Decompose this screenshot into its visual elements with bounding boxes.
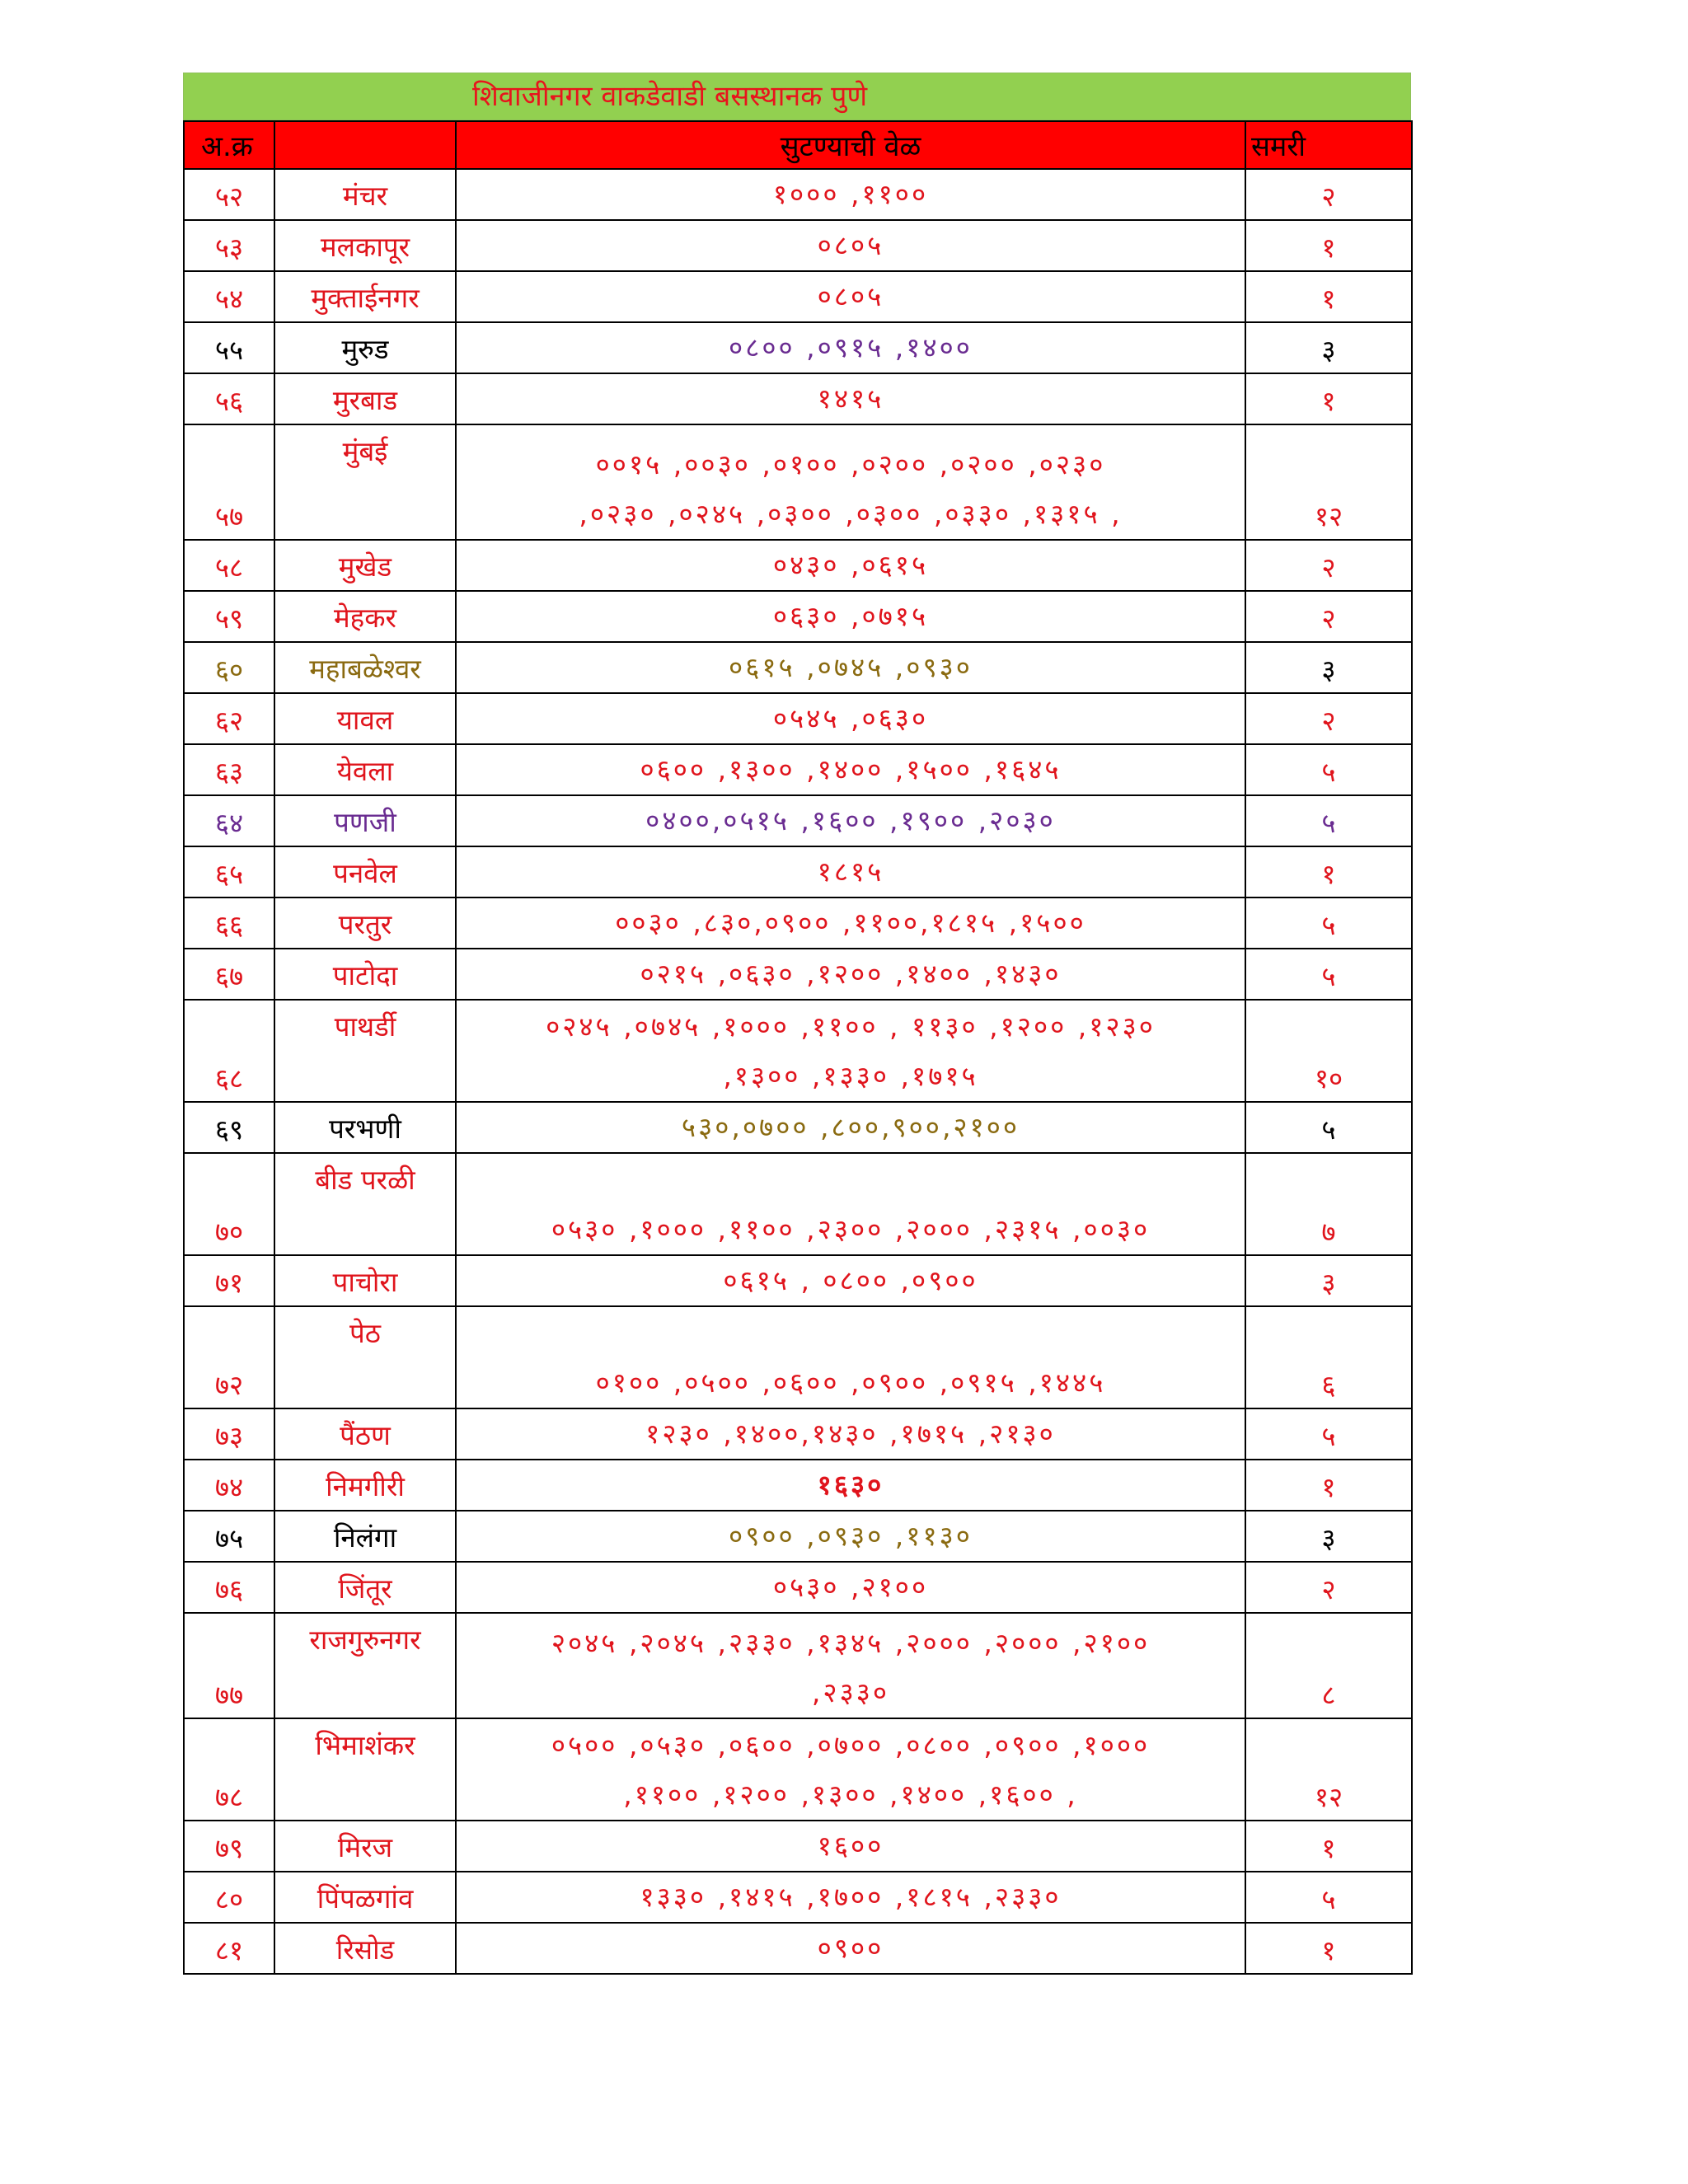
trip-count: १ [1245, 271, 1412, 322]
departure-times: १३३० ,१४१५ ,१७०० ,१८१५ ,२३३० [456, 1872, 1245, 1923]
table-row [184, 1000, 1412, 1102]
destination: जिंतूर [274, 1562, 456, 1613]
trip-count: ८ [1245, 1613, 1412, 1718]
serial-no: ७४ [184, 1460, 274, 1511]
table-row [184, 744, 1412, 795]
destination: यावल [274, 693, 456, 744]
departure-times: ०९०० [456, 1923, 1245, 1974]
destination: पाचोरा [274, 1255, 456, 1306]
departure-times: १६०० [456, 1821, 1245, 1872]
table-row [184, 271, 1412, 322]
trip-count: ३ [1245, 322, 1412, 373]
header-serial-no: अ.क्र [184, 121, 274, 169]
serial-no: ६८ [184, 1000, 274, 1102]
departure-times: १२३० ,१४००,१४३० ,१७१५ ,२१३० [456, 1408, 1245, 1460]
destination: मुक्ताईनगर [274, 271, 456, 322]
trip-count: ३ [1245, 642, 1412, 693]
serial-no: ७३ [184, 1408, 274, 1460]
serial-no: ५७ [184, 424, 274, 540]
destination: निमगीरी [274, 1460, 456, 1511]
destination: पनवेल [274, 846, 456, 898]
table-row [184, 1460, 1412, 1511]
table-row [184, 1821, 1412, 1872]
table-row [184, 220, 1412, 271]
destination: भिमाशंकर [274, 1718, 456, 1821]
trip-count: २ [1245, 693, 1412, 744]
departure-times-line-2: ,१३०० ,१३३० ,१७१५ [723, 1060, 978, 1092]
departure-times: ०२१५ ,०६३० ,१२०० ,१४०० ,१४३० [456, 949, 1245, 1000]
serial-no: ६३ [184, 744, 274, 795]
timetable [183, 120, 1413, 1975]
trip-count: २ [1245, 540, 1412, 591]
trip-count: २ [1245, 1562, 1412, 1613]
serial-no: ५८ [184, 540, 274, 591]
destination: निलंगा [274, 1511, 456, 1562]
table-row [184, 1872, 1412, 1923]
departure-times-line-2: ,२३३० [811, 1676, 890, 1708]
departure-times-line-2: ,०२३० ,०२४५ ,०३०० ,०३०० ,०३३० ,१३१५ , [579, 498, 1123, 530]
table-row [184, 540, 1412, 591]
table-row [184, 424, 1412, 540]
serial-no: ८१ [184, 1923, 274, 1974]
departure-times: ०८०५ [456, 220, 1245, 271]
trip-count: ५ [1245, 1102, 1412, 1153]
trip-count: ७ [1245, 1153, 1412, 1255]
destination: मुखेड [274, 540, 456, 591]
destination: परभणी [274, 1102, 456, 1153]
destination: परतुर [274, 898, 456, 949]
page-title: शिवाजीनगर वाकडेवाडी बसस्थानक पुणे [472, 80, 868, 113]
serial-no: ६० [184, 642, 274, 693]
table-row [184, 373, 1412, 424]
departure-times [456, 424, 1245, 540]
trip-count: १२ [1245, 1718, 1412, 1821]
title-bar [183, 73, 1411, 120]
departure-times: ०६१५ ,०७४५ ,०९३० [456, 642, 1245, 693]
destination: येवला [274, 744, 456, 795]
departure-times: ५३०,०७०० ,८००,९००,२१०० [456, 1102, 1245, 1153]
destination: मुंबई [274, 424, 456, 540]
departure-times: ०४३० ,०६१५ [456, 540, 1245, 591]
table-row [184, 846, 1412, 898]
serial-no: ७७ [184, 1613, 274, 1718]
serial-no: ५२ [184, 169, 274, 220]
departure-times: ०८०५ [456, 271, 1245, 322]
departure-times: ०६३० ,०७१५ [456, 591, 1245, 642]
departure-times: ०६०० ,१३०० ,१४०० ,१५०० ,१६४५ [456, 744, 1245, 795]
departure-times: ०५४५ ,०६३० [456, 693, 1245, 744]
table-row [184, 949, 1412, 1000]
trip-count: १ [1245, 1460, 1412, 1511]
departure-times-line-1: २०४५ ,२०४५ ,२३३० ,१३४५ ,२००० ,२००० ,२१०० [551, 1627, 1151, 1659]
destination: मुरुड [274, 322, 456, 373]
serial-no: ५९ [184, 591, 274, 642]
destination: पेठ [274, 1306, 456, 1408]
departure-times: १००० ,११०० [456, 169, 1245, 220]
departure-times: ०४००,०५१५ ,१६०० ,१९०० ,२०३० [456, 795, 1245, 846]
table-row [184, 1102, 1412, 1153]
trip-count: ६ [1245, 1306, 1412, 1408]
trip-count: १२ [1245, 424, 1412, 540]
departure-times [456, 1613, 1245, 1718]
table-row [184, 1923, 1412, 1974]
serial-no: ६२ [184, 693, 274, 744]
serial-no: ७९ [184, 1821, 274, 1872]
table-row [184, 591, 1412, 642]
destination: मलकापूर [274, 220, 456, 271]
departure-times [456, 1000, 1245, 1102]
departure-times: ०८०० ,०९१५ ,१४०० [456, 322, 1245, 373]
serial-no: ७८ [184, 1718, 274, 1821]
trip-count: १ [1245, 1923, 1412, 1974]
trip-count: ५ [1245, 744, 1412, 795]
departure-times: ००३० ,८३०,०९०० ,११००,१८१५ ,१५०० [456, 898, 1245, 949]
trip-count: ५ [1245, 949, 1412, 1000]
table-row [184, 1562, 1412, 1613]
serial-no: ७१ [184, 1255, 274, 1306]
trip-count: १० [1245, 1000, 1412, 1102]
destination: मेहकर [274, 591, 456, 642]
destination: पाथर्डी [274, 1000, 456, 1102]
destination: पैंठण [274, 1408, 456, 1460]
trip-count: १ [1245, 1821, 1412, 1872]
trip-count: १ [1245, 846, 1412, 898]
trip-count: ५ [1245, 898, 1412, 949]
serial-no: ५५ [184, 322, 274, 373]
serial-no: ५३ [184, 220, 274, 271]
destination: बीड परळी [274, 1153, 456, 1255]
departure-times: १८१५ [456, 846, 1245, 898]
trip-count: २ [1245, 169, 1412, 220]
serial-no: ७२ [184, 1306, 274, 1408]
serial-no: ६९ [184, 1102, 274, 1153]
departure-times-line-2: ,११०० ,१२०० ,१३०० ,१४०० ,१६०० , [623, 1779, 1078, 1811]
trip-count: १ [1245, 373, 1412, 424]
table-row [184, 1613, 1412, 1718]
departure-times: १६३० [456, 1460, 1245, 1511]
serial-no: ६६ [184, 898, 274, 949]
header-destination [274, 121, 456, 169]
header-row [184, 121, 1412, 169]
departure-times: ०५३० ,२१०० [456, 1562, 1245, 1613]
serial-no: ७० [184, 1153, 274, 1255]
table-row [184, 693, 1412, 744]
serial-no: ८० [184, 1872, 274, 1923]
table-row [184, 1408, 1412, 1460]
trip-count: ५ [1245, 1872, 1412, 1923]
departure-times-line-1: ०५०० ,०५३० ,०६०० ,०७०० ,०८०० ,०९०० ,१००० [551, 1729, 1151, 1761]
table-row [184, 1153, 1412, 1255]
serial-no: ६४ [184, 795, 274, 846]
table-row [184, 1255, 1412, 1306]
serial-no: ७६ [184, 1562, 274, 1613]
serial-no: ५४ [184, 271, 274, 322]
departure-times: ०१०० ,०५०० ,०६०० ,०९०० ,०९१५ ,१४४५ [456, 1306, 1245, 1408]
table-row [184, 795, 1412, 846]
departure-times-line-1: ०२४५ ,०७४५ ,१००० ,११०० , ११३० ,१२०० ,१२३० [546, 1010, 1156, 1043]
trip-count: ५ [1245, 795, 1412, 846]
destination: महाबळेश्वर [274, 642, 456, 693]
serial-no: ७५ [184, 1511, 274, 1562]
trip-count: १ [1245, 220, 1412, 271]
trip-count: ३ [1245, 1255, 1412, 1306]
serial-no: ५६ [184, 373, 274, 424]
table-row [184, 169, 1412, 220]
table-row [184, 1511, 1412, 1562]
serial-no: ६५ [184, 846, 274, 898]
departure-times: ०५३० ,१००० ,११०० ,२३०० ,२००० ,२३१५ ,००३० [456, 1153, 1245, 1255]
bus-timetable-sheet [183, 73, 1411, 1975]
table-row [184, 1306, 1412, 1408]
header-summary: समरी [1245, 121, 1412, 169]
destination: राजगुरुनगर [274, 1613, 456, 1718]
header-departure-times: सुटण्याची वेळ [456, 121, 1245, 169]
destination: पणजी [274, 795, 456, 846]
departure-times-line-1: ००१५ ,००३० ,०१०० ,०२०० ,०२०० ,०२३० [595, 448, 1106, 480]
table-row [184, 322, 1412, 373]
trip-count: ३ [1245, 1511, 1412, 1562]
trip-count: २ [1245, 591, 1412, 642]
destination: मुरबाड [274, 373, 456, 424]
serial-no: ६७ [184, 949, 274, 1000]
destination: रिसोड [274, 1923, 456, 1974]
table-row [184, 642, 1412, 693]
table-row [184, 898, 1412, 949]
destination: मंचर [274, 169, 456, 220]
departure-times [456, 1718, 1245, 1821]
table-row [184, 1718, 1412, 1821]
destination: पिंपळगांव [274, 1872, 456, 1923]
destination: मिरज [274, 1821, 456, 1872]
departure-times: ०९०० ,०९३० ,११३० [456, 1511, 1245, 1562]
departure-times: ०६१५ , ०८०० ,०९०० [456, 1255, 1245, 1306]
trip-count: ५ [1245, 1408, 1412, 1460]
departure-times: १४१५ [456, 373, 1245, 424]
destination: पाटोदा [274, 949, 456, 1000]
